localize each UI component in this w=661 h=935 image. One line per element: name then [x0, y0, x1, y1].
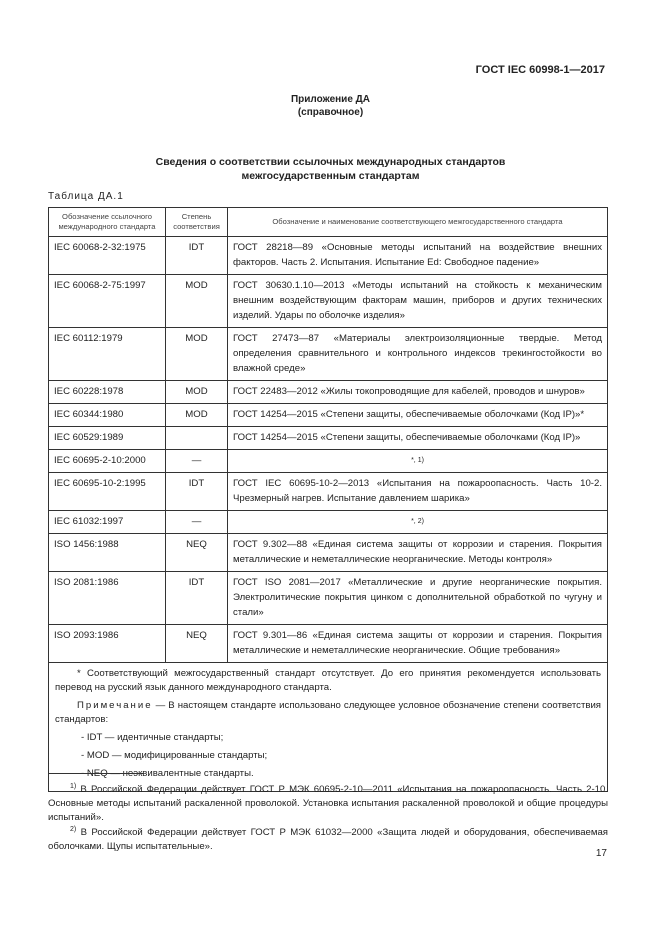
correspondence-table — [48, 207, 608, 792]
degree-cell — [166, 427, 228, 450]
reference-standard-cell: IEC 60344:1980 — [49, 404, 166, 427]
degree-cell: MOD — [166, 328, 228, 381]
table-row — [49, 511, 608, 534]
reference-standard-cell: ISO 1456:1988 — [49, 534, 166, 572]
table-row — [49, 275, 608, 328]
footnote — [48, 780, 608, 825]
interstate-standard-cell: ГОСТ ISO 2081—2017 «Металлические и другие неорганические покрытия. Электролитические покрытия цинком с дополнительной обработкой по чугуну и стали» — [228, 572, 608, 625]
reference-standard-cell: IEC 60529:1989 — [49, 427, 166, 450]
reference-standard-cell: IEC 60695-2-10:2000 — [49, 450, 166, 473]
note-text: — В настоящем стандарте использовано следующее условное обозначение степени соответствия стандартов: — [55, 700, 601, 725]
reference-standard-cell: ISO 2093:1986 — [49, 625, 166, 663]
appendix-subtitle: (справочное) — [297, 107, 364, 118]
reference-standard-cell: IEC 60112:1979 — [49, 328, 166, 381]
interstate-standard-cell: ГОСТ 9.301—86 «Единая система защиты от коррозии и старения. Покрытия металлические и неметаллические неорганические. Общие требования» — [228, 625, 608, 663]
page-number: 17 — [595, 848, 607, 859]
degree-cell: — — [166, 511, 228, 534]
reference-standard-cell: IEC 60068-2-75:1997 — [49, 275, 166, 328]
footnote-divider — [48, 773, 143, 774]
table-row — [49, 404, 608, 427]
degree-cell: MOD — [166, 275, 228, 328]
column-header: Обозначение и наименование соответствующего межгосударственного стандарта — [228, 208, 608, 237]
interstate-standard-cell: ГОСТ 27473—87 «Материалы электроизоляционные твердые. Метод определения сравнительного и контрольного индексов трекингостойкости во влажной среде» — [228, 328, 608, 381]
table-row — [49, 427, 608, 450]
reference-standard-cell: ISO 2081:1986 — [49, 572, 166, 625]
column-header: Степень соответствия — [166, 208, 228, 237]
note-item: - NEQ — неэквивалентные стандарты. — [81, 768, 254, 779]
note-item: - MOD — модифицированные стандарты; — [81, 750, 268, 761]
interstate-standard-cell: *, 1) — [228, 450, 608, 473]
asterisk-note: * Соответствующий межгосударственный стандарт отсутствует. До его принятия рекомендуется использовать перевод на русский язык данного международного стандарта. — [55, 668, 601, 693]
interstate-standard-cell: ГОСТ 14254—2015 «Степени защиты, обеспечиваемые оболочками (Код IP)» — [228, 427, 608, 450]
degree-cell: NEQ — [166, 625, 228, 663]
degree-cell: — — [166, 450, 228, 473]
table-row — [49, 625, 608, 663]
table-row — [49, 572, 608, 625]
table-row — [49, 534, 608, 572]
footnote-mark: 1) — [70, 783, 77, 790]
note-label: Примечание — [77, 700, 153, 711]
document-header: ГОСТ IEC 60998-1—2017 — [475, 64, 605, 76]
reference-standard-cell: IEC 60695-10-2:1995 — [49, 473, 166, 511]
degree-cell: IDT — [166, 473, 228, 511]
degree-cell: IDT — [166, 572, 228, 625]
table-row — [49, 450, 608, 473]
degree-cell: IDT — [166, 237, 228, 275]
degree-cell: NEQ — [166, 534, 228, 572]
reference-standard-cell: IEC 61032:1997 — [49, 511, 166, 534]
appendix-title: Приложение ДА — [290, 94, 371, 105]
table-row — [49, 473, 608, 511]
note-item: - IDT — идентичные стандарты; — [81, 732, 224, 743]
footnote-text: В Российской Федерации действует ГОСТ Р МЭК 60695-2-10—2011 «Испытания на пожароопасность. Часть 2-10. Основные методы испытаний раскаленной проволокой. Установка испытания раскаленной проволокой и общие процедуры испытаний». — [48, 784, 608, 824]
reference-standard-cell: IEC 60068-2-32:1975 — [49, 237, 166, 275]
interstate-standard-cell: ГОСТ 14254—2015 «Степени защиты, обеспечиваемые оболочками (Код IP)»* — [228, 404, 608, 427]
interstate-standard-cell: *, 2) — [228, 511, 608, 534]
interstate-standard-cell: ГОСТ 22483—2012 «Жилы токопроводящие для кабелей, проводов и шнуров» — [228, 381, 608, 404]
interstate-standard-cell: ГОСТ 30630.1.10—2013 «Методы испытаний на стойкость к механическим внешним воздействующим факторам машин, приборов и других технических изделий. Удары по оболочке изделия» — [228, 275, 608, 328]
table-row — [49, 381, 608, 404]
reference-standard-cell: IEC 60228:1978 — [49, 381, 166, 404]
footnote — [48, 823, 608, 854]
degree-cell: MOD — [166, 381, 228, 404]
section-title-line: Сведения о соответствии ссылочных международных стандартов — [155, 156, 506, 168]
table-label: Таблица ДА.1 — [48, 191, 124, 202]
column-header: Обозначение ссылочного международного стандарта — [49, 208, 166, 237]
interstate-standard-cell: ГОСТ IEC 60695-10-2—2013 «Испытания на пожароопасность. Часть 10-2. Чрезмерный нагрев. Испытание давлением шарика» — [228, 473, 608, 511]
section-title — [0, 155, 661, 183]
footnote-text: В Российской Федерации действует ГОСТ Р МЭК 61032—2000 «Защита людей и оборудования, обеспечиваемая оболочками. Щупы испытательные». — [48, 827, 608, 853]
interstate-standard-cell: ГОСТ 9.302—88 «Единая система защиты от коррозии и старения. Покрытия металлические и неметаллические неорганические. Методы контроля» — [228, 534, 608, 572]
degree-cell: MOD — [166, 404, 228, 427]
note-paragraph — [55, 699, 601, 727]
table-row — [49, 328, 608, 381]
footnote-mark: 2) — [70, 826, 77, 833]
section-title-line: межгосударственным стандартам — [241, 170, 420, 182]
table-row — [49, 237, 608, 275]
table-header-row — [49, 208, 608, 237]
interstate-standard-cell: ГОСТ 28218—89 «Основные методы испытаний на воздействие внешних факторов. Часть 2. Испытания. Испытание Ed: Свободное падение» — [228, 237, 608, 275]
